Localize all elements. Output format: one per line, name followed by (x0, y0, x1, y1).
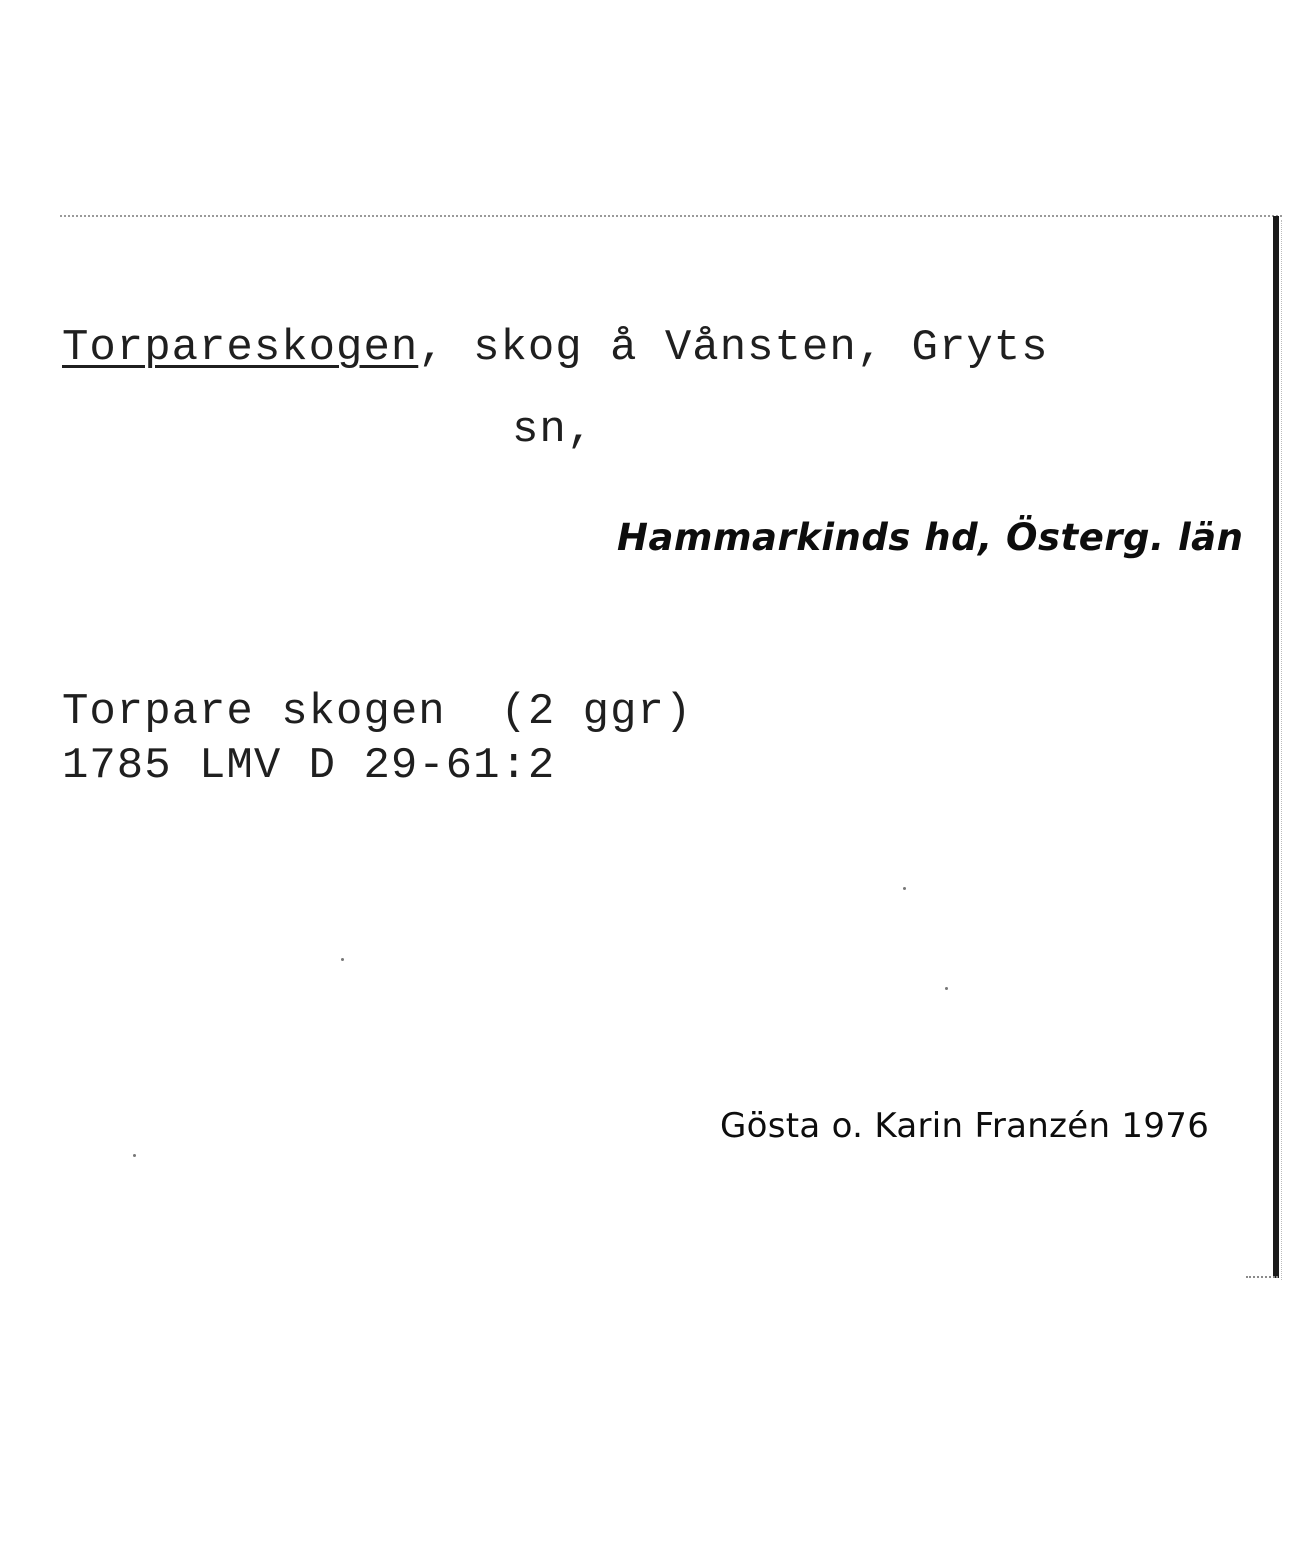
card-bottom-edge (1246, 1276, 1278, 1278)
description-line-1: , skog å Vånsten, Gryts (418, 323, 1049, 373)
paper-speck (903, 887, 906, 890)
entry-line-1 (62, 323, 1049, 373)
description-line-2: sn, (512, 405, 595, 455)
author-stamp: Gösta o. Karin Franzén 1976 (720, 1106, 1210, 1146)
paper-speck (341, 958, 344, 961)
region-stamp: Hammarkinds hd, Österg. län (617, 516, 1244, 559)
paper-speck (945, 987, 948, 990)
source-reference: 1785 LMV D 29-61:2 (62, 741, 556, 791)
card-right-shadow (1281, 220, 1306, 1280)
source-form: Torpare skogen (2 ggr) (62, 687, 693, 737)
card-top-edge (60, 215, 1282, 217)
card-right-edge (1273, 216, 1279, 1278)
paper-speck (133, 1154, 136, 1157)
headword: Torpareskogen (62, 323, 419, 373)
